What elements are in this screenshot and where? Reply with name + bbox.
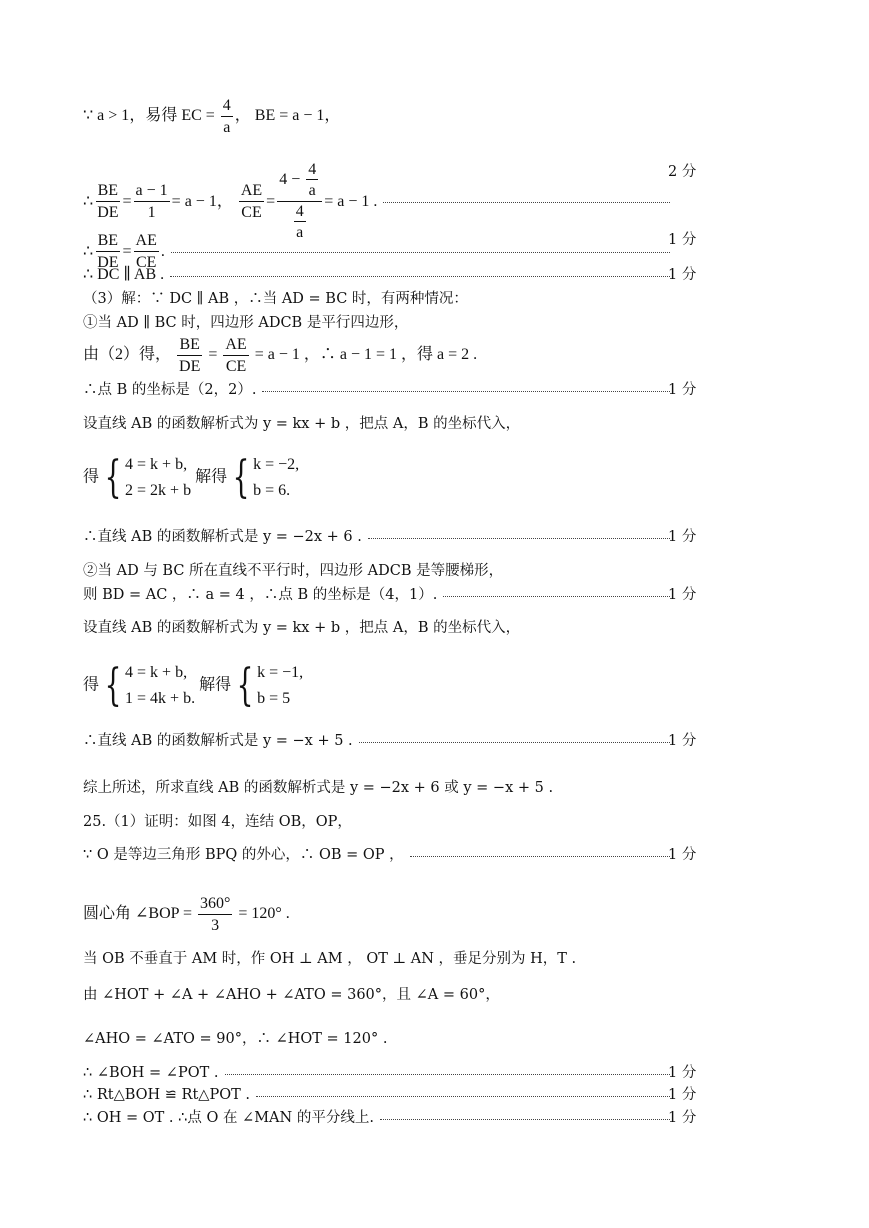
line-13: 则 BD = AC ，∴ a = 4 ，∴点 B 的坐标是（4，1）. (83, 585, 674, 605)
line-8: ∴点 B 的坐标是（2，2）. (83, 380, 674, 400)
line-2: ∴ $\frac{BE}{DE}$ = $\frac{a - 1}{1}$ = a − 1， $\frac{AE}{CE}$ = 4 − $\frac{4}{a}$ $\frac{4}{a}$ = a − 1 . (83, 160, 674, 243)
fraction: $\frac{4}{a}$ (222, 97, 231, 136)
dot-leader (170, 276, 670, 277)
compound-fraction: 4 − $\frac{4}{a}$ $\frac{4}{a}$ (277, 160, 322, 243)
line-11: ∴直线 AB 的函数解析式是 y = −2x + 6 . (83, 527, 674, 547)
line-20: 圆心角 ∠BOP = $\frac{360^\circ}{3}$ = 120° . (83, 895, 290, 934)
dot-leader (368, 538, 670, 539)
fraction: $\frac{BE}{DE}$ (97, 232, 119, 271)
fraction: $\frac{BE}{DE}$ (97, 182, 119, 221)
l1-ec: EC = (181, 107, 219, 125)
score-label: 1 分 (668, 1065, 697, 1081)
score-label: 1 分 (668, 1110, 697, 1126)
line-25: ∴ Rt△BOH ≌ Rt△POT . (83, 1085, 674, 1105)
score-label: 1 分 (668, 587, 697, 603)
line-14: 设直线 AB 的函数解析式为 y = kx + b ，把点 A，B 的坐标代入， (83, 620, 521, 636)
line-24: ∴ ∠BOH = ∠POT . (83, 1063, 674, 1083)
score-label: 1 分 (668, 232, 697, 248)
fraction: $\frac{AE}{CE}$ (135, 232, 157, 271)
fraction: $\frac{a - 1}{1}$ (135, 182, 168, 221)
dot-leader (262, 391, 670, 392)
line-5: （3）解：∵ DC ∥ AB ，∴当 AD = BC 时，有两种情况： (83, 291, 468, 307)
dot-leader (225, 1074, 671, 1075)
line-1 (83, 95, 340, 138)
line-23: ∠AHO = ∠ATO = 90°，∴ ∠HOT = 120° . (83, 1031, 388, 1047)
l1-be: ， BE = a − 1， (234, 107, 341, 125)
line-3: ∴ $\frac{BE}{DE}$ = $\frac{AE}{CE}$ . (83, 230, 674, 273)
fraction: $\frac{AE}{CE}$ (240, 182, 263, 221)
line-26: ∴ OH = OT . ∴点 O 在 ∠MAN 的平分线上. (83, 1108, 674, 1128)
dot-leader (256, 1096, 670, 1097)
equation-system-2: 得 { 4 = k + b, 1 = 4k + b. 解得 { k = −1, b = 5 (83, 660, 304, 711)
dot-leader (443, 596, 670, 597)
score-label: 1 分 (668, 847, 697, 863)
fraction: $\frac{BE}{DE}$ (179, 336, 201, 375)
fraction: $\frac{360^\circ}{3}$ (199, 895, 231, 934)
line-7: 由（2）得， $\frac{BE}{DE}$ = $\frac{AE}{CE}$ = a − 1 ，∴ a − 1 = 1 ，得 a = 2 . (83, 336, 478, 375)
line-6: ①当 AD ∥ BC 时，四边形 ADCB 是平行四边形， (83, 315, 409, 331)
dot-leader (383, 202, 670, 203)
dot-leader (380, 1119, 670, 1120)
score-label: 1 分 (668, 529, 697, 545)
line-16: ∴直线 AB 的函数解析式是 y = −x + 5 . (83, 731, 674, 751)
line-17: 综上所述，所求直线 AB 的函数解析式是 y = −2x + 6 或 y = −x + 5 . (83, 780, 554, 796)
line-18: 25.（1）证明：如图 4，连结 OB，OP， (83, 814, 352, 830)
score-label: 2 分 (668, 164, 697, 180)
line-21: 当 OB 不垂直于 AM 时，作 OH ⊥ AM ， OT ⊥ AN ，垂足分别为 H，T . (83, 951, 577, 967)
score-label: 1 分 (668, 1087, 697, 1103)
dot-leader (359, 742, 670, 743)
dot-leader (171, 252, 670, 253)
dot-leader (410, 856, 670, 857)
score-label: 1 分 (668, 267, 697, 283)
line-22: 由 ∠HOT + ∠A + ∠AHO + ∠ATO = 360°，且 ∠A = 60°， (83, 987, 500, 1003)
fraction: $\frac{AE}{CE}$ (225, 336, 247, 375)
equation-system-1: 得 { 4 = k + b, 2 = 2k + b 解得 { k = −2, b = 6. (83, 452, 300, 503)
left-brace: { (104, 452, 122, 503)
l1-cond: ∵ a > 1 (83, 107, 130, 125)
line-19: ∵ O 是等边三角形 BPQ 的外心，∴ OB = OP ， (83, 845, 674, 865)
left-brace: { (232, 452, 250, 503)
left-brace: { (104, 660, 122, 711)
score-label: 1 分 (668, 733, 697, 749)
l1-text: ，易得 (129, 107, 178, 125)
left-brace: { (236, 660, 254, 711)
line-9: 设直线 AB 的函数解析式为 y = kx + b ，把点 A，B 的坐标代入， (83, 416, 521, 432)
line-4: ∴ DC ∥ AB . (83, 265, 674, 285)
line-12: ②当 AD 与 BC 所在直线不平行时，四边形 ADCB 是等腰梯形， (83, 563, 504, 579)
score-label: 1 分 (668, 382, 697, 398)
